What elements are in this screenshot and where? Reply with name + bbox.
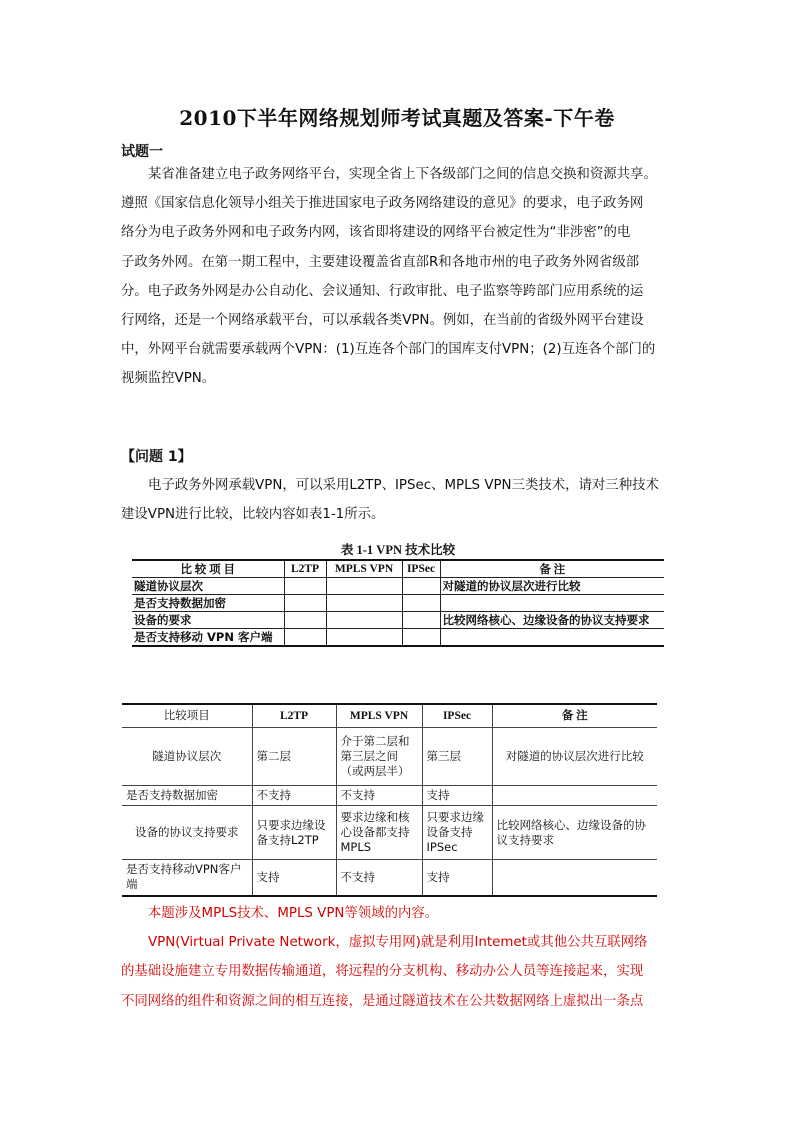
table-cell [326, 578, 402, 595]
question-heading: 【问题 1】 [121, 449, 192, 465]
table-cell: 隧道协议层次 [122, 728, 252, 786]
table-cell: 介于第二层和第三层之间（或两层半） [336, 728, 422, 786]
table-cell: 支持 [422, 786, 492, 806]
table-cell [326, 629, 402, 647]
table-cell: 只要求边缘设备支持IPSec [422, 806, 492, 860]
table-cell: 第三层 [422, 728, 492, 786]
document-title: 2010下半年网络规划师考试真题及答案-下午卷 [179, 106, 615, 130]
table-cell [402, 578, 440, 595]
table-cell [284, 629, 326, 647]
intro-paragraph [121, 160, 677, 394]
table-cell: 不支持 [336, 860, 422, 896]
table-cell: 设备的要求 [132, 612, 284, 629]
table-cell: 是否支持移动 VPN 客户端 [132, 629, 284, 647]
answer-line: 的基础设施建立专用数据传输通道，将远程的分支机构、移动办公人员等连接起来，实现 [121, 964, 644, 980]
table-cell: 隧道协议层次 [132, 578, 284, 595]
table-row [132, 595, 664, 612]
answer-line: VPN(Virtual Private Network，虚拟专用网)就是利用Intemet或其他公共互联网络 [148, 935, 648, 951]
table-cell [402, 612, 440, 629]
table-cell: 支持 [252, 860, 336, 896]
table-row [122, 860, 657, 896]
table-row [132, 578, 664, 595]
intro-line: 行网络，还是一个网络承载平台，可以承载各类VPN。例如，在当前的省级外网平台建设 [121, 312, 644, 328]
intro-line: 络分为电子政务外网和电子政务内网，该省即将建设的网络平台被定性为“非涉密”的电 [121, 225, 631, 241]
table-cell: 是否支持数据加密 [132, 595, 284, 612]
table-cell [492, 860, 657, 896]
table-header-cell: L2TP [252, 704, 336, 728]
table-header-cell: 比 较 项 目 [132, 560, 284, 578]
question-paragraph [121, 471, 677, 529]
table-cell: 要求边缘和核心设备都支持MPLS [336, 806, 422, 860]
table-cell [440, 595, 664, 612]
table-header-cell: IPSec [402, 560, 440, 578]
table-cell: 设备的协议支持要求 [122, 806, 252, 860]
table-header-cell: 备 注 [492, 704, 657, 728]
table-header-cell: MPLS VPN [336, 704, 422, 728]
table-row [132, 612, 664, 629]
table-cell: 第二层 [252, 728, 336, 786]
comparison-table-blank [132, 559, 664, 647]
table-cell [284, 578, 326, 595]
comparison-table-answer [122, 703, 657, 897]
answer-line: 不同网络的组件和资源之间的相互连接，是通过隧道技术在公共数据网络上虚拟出一条点 [121, 993, 644, 1009]
table-cell [402, 629, 440, 647]
table-cell: 支持 [422, 860, 492, 896]
table-cell: 对隧道的协议层次进行比较 [492, 728, 657, 786]
table-caption: 表 1-1 VPN 技术比较 [340, 543, 456, 557]
intro-line: 子政务外网。在第一期工程中，主要建设覆盖省直部R和各地市州的电子政务外网省级部 [121, 254, 640, 270]
table-cell: 对隧道的协议层次进行比较 [440, 578, 664, 595]
table-cell [284, 612, 326, 629]
table-cell [326, 595, 402, 612]
intro-line: 遵照《国家信息化领导小组关于推进国家电子政务网络建设的意见》的要求，电子政务网 [121, 196, 644, 212]
table-cell [326, 612, 402, 629]
table-cell: 是否支持移动VPN客户端 [122, 860, 252, 896]
table-row [122, 806, 657, 860]
table-header-row [122, 704, 657, 728]
table-cell [284, 595, 326, 612]
intro-line: 某省准备建立电子政务网络平台，实现全省上下各级部门之间的信息交换和资源共享。 [148, 167, 657, 182]
answer-line: 本题涉及MPLS技术、MPLS VPN等领域的内容。 [148, 906, 439, 921]
table-cell [440, 629, 664, 647]
section-heading: 试题一 [121, 144, 163, 160]
table-cell [492, 786, 657, 806]
intro-line: 分。电子政务外网是办公自动化、会议通知、行政审批、电子监察等跨部门应用系统的运 [121, 283, 644, 299]
answer-paragraph [121, 899, 677, 1016]
table-cell: 不支持 [252, 786, 336, 806]
table-cell: 不支持 [336, 786, 422, 806]
table-header-cell: MPLS VPN [326, 560, 402, 578]
intro-line: 视频监控VPN。 [121, 371, 216, 387]
table-cell: 是否支持数据加密 [122, 786, 252, 806]
table-header-cell: IPSec [422, 704, 492, 728]
table-cell: 只要求边缘设备支持L2TP [252, 806, 336, 860]
table-header-row [132, 560, 664, 578]
table-row [122, 728, 657, 786]
intro-line: 中，外网平台就需要承载两个VPN：(1)互连各个部门的国库支付VPN；(2)互连各个部门的 [121, 342, 656, 358]
table-header-cell: 比较项目 [122, 704, 252, 728]
question-line: 电子政务外网承载VPN，可以采用L2TP、IPSec、MPLS VPN三类技术，请对三种技术 [148, 478, 659, 493]
table-cell [402, 595, 440, 612]
question-line: 建设VPN进行比较，比较内容如表1-1所示。 [121, 507, 385, 523]
table-header-cell: L2TP [284, 560, 326, 578]
table-row [132, 629, 664, 647]
table-row [122, 786, 657, 806]
table-header-cell: 备 注 [440, 560, 664, 578]
table-cell: 比较网络核心、边缘设备的协议支持要求 [440, 612, 664, 629]
table-cell: 比较网络核心、边缘设备的协议支持要求 [492, 806, 657, 860]
